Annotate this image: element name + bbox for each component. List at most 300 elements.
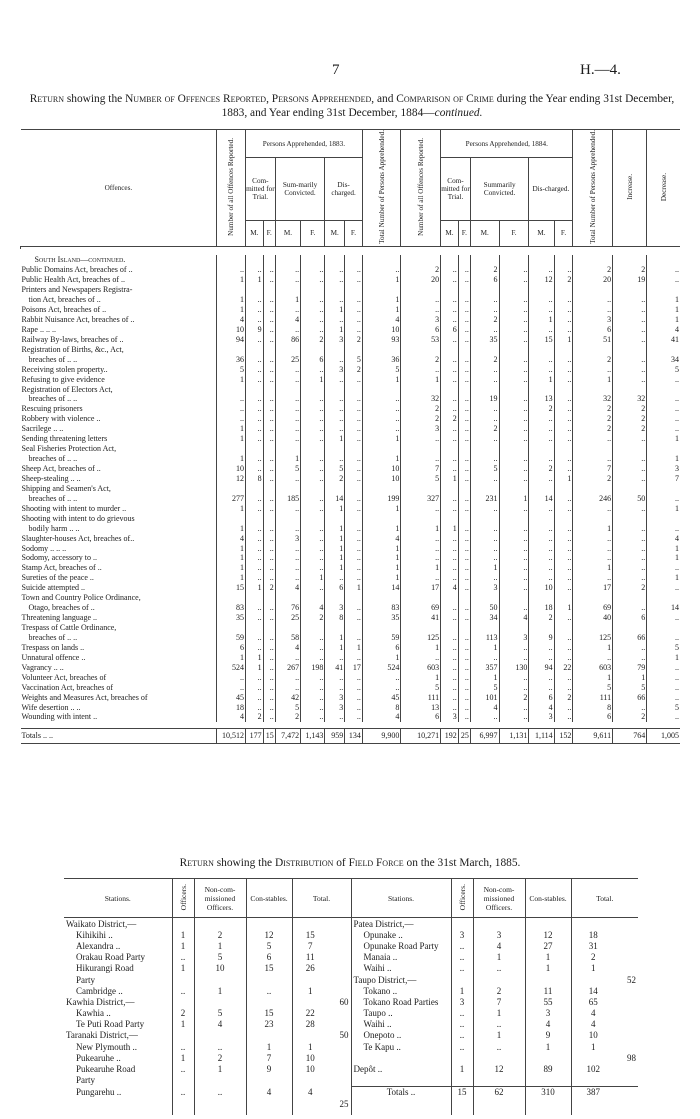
header-increase: Increase. (625, 174, 634, 200)
offence-row (21, 702, 681, 712)
offence-cell: .. (345, 275, 363, 285)
station-value: 1 (571, 1041, 615, 1052)
station-value: .. (451, 940, 473, 951)
offence-cell (647, 444, 680, 454)
offence-cell (245, 483, 263, 493)
offence-cell: 79 (613, 662, 647, 672)
offence-cell (301, 513, 325, 523)
offence-cell: .. (275, 434, 300, 444)
offence-cell: .. (647, 523, 680, 533)
offence-cell: 9 (245, 324, 263, 334)
offence-cell: .. (301, 275, 325, 285)
offence-cell: .. (573, 543, 613, 553)
offence-cell: .. (345, 563, 363, 573)
station-value: 4 (194, 1019, 246, 1030)
offence-cell: .. (245, 305, 263, 315)
offence-cell: .. (263, 672, 275, 682)
offence-cell: 4 (217, 315, 246, 325)
offence-cell: .. (275, 364, 300, 374)
offence-cell: 94 (217, 334, 246, 344)
offence-cell: .. (499, 275, 529, 285)
offence-cell: .. (245, 563, 263, 573)
offence-cell: .. (441, 603, 459, 613)
offence-cell: .. (362, 265, 401, 275)
offence-cell: .. (263, 573, 275, 583)
station-value (246, 974, 292, 985)
offence-cell: .. (301, 364, 325, 374)
station-value (194, 1030, 246, 1041)
offence-cell: .. (441, 295, 459, 305)
offence-cell: 7 (401, 464, 441, 474)
offence-cell: 5 (647, 702, 680, 712)
offence-cell: 1 (362, 454, 401, 464)
offence-cell: .. (529, 295, 554, 305)
header-constables-right: Con-stables. (525, 879, 571, 918)
offence-cell: .. (441, 543, 459, 553)
station-value: 7 (246, 1052, 292, 1063)
offence-row (21, 464, 681, 474)
station-value: 23 (246, 1019, 292, 1030)
offence-cell: .. (245, 633, 263, 643)
station-value (328, 952, 351, 963)
offence-cell: .. (401, 364, 441, 374)
offence-cell: 4 (362, 533, 401, 543)
offence-cell: 50 (470, 603, 499, 613)
station-value (615, 1086, 638, 1098)
offence-cell: 231 (470, 493, 499, 503)
offence-cell: 93 (362, 334, 401, 344)
offence-cell: 8 (362, 702, 401, 712)
title2-text-3: of (333, 857, 349, 869)
offence-cell: 1 (217, 563, 246, 573)
offence-row (21, 603, 681, 613)
station-value: 89 (525, 1063, 571, 1074)
station-value (292, 996, 328, 1007)
offence-cell: 4 (275, 583, 300, 593)
offence-cell: .. (345, 424, 363, 434)
offence-cell: .. (263, 563, 275, 573)
offence-cell: .. (613, 334, 647, 344)
station-row (64, 952, 638, 963)
offence-cell (301, 593, 325, 603)
offence-cell: 2 (573, 474, 613, 484)
offence-label: Rape .. .. .. (21, 324, 56, 334)
offence-label: breaches of .. .. (28, 454, 78, 464)
offence-cell: .. (301, 692, 325, 702)
header-summarily-1883: Sum-marily Convicted. (275, 158, 325, 221)
offence-cell: .. (441, 573, 459, 583)
offence-label: Sheep Act, breaches of .. (21, 464, 101, 474)
offence-cell: .. (499, 454, 529, 464)
title2-text-1: showing the (213, 857, 275, 869)
offence-cell: 1 (325, 503, 345, 513)
station-value: 4 (246, 1086, 292, 1098)
offence-cell: .. (245, 702, 263, 712)
offence-cell: .. (529, 573, 554, 583)
offence-cell: .. (554, 404, 573, 414)
station-value: 1 (525, 963, 571, 974)
offence-cell: 1 (362, 573, 401, 583)
offence-cell: .. (441, 613, 459, 623)
offence-cell: 1 (217, 454, 246, 464)
offence-cell: .. (301, 295, 325, 305)
station-value: 11 (292, 952, 328, 963)
offence-row (21, 493, 681, 503)
station-value: 1 (172, 929, 194, 940)
offence-row (21, 374, 681, 384)
offence-cell (245, 593, 263, 603)
offence-cell: 6 (301, 354, 325, 364)
offence-cell (441, 623, 459, 633)
offence-cell (401, 513, 441, 523)
offence-cell: .. (245, 503, 263, 513)
offence-cell: 45 (362, 692, 401, 702)
station-value (615, 963, 638, 974)
station-value: 102 (571, 1063, 615, 1074)
offence-cell: 2 (613, 414, 647, 424)
offence-cell: 185 (275, 493, 300, 503)
offence-cell: 3 (573, 315, 613, 325)
offence-cell: .. (301, 712, 325, 722)
station-row (64, 1052, 638, 1063)
offence-label: tion Act, breaches of .. (28, 295, 101, 305)
offence-cell: 3 (325, 603, 345, 613)
station-value: .. (246, 985, 292, 996)
offence-cell: .. (470, 414, 499, 424)
offence-label: Unnatural offence .. (21, 652, 86, 662)
station-value: 1 (292, 985, 328, 996)
offence-cell: .. (554, 414, 573, 424)
offence-row (21, 543, 681, 553)
station-name: Te Puti Road Party (76, 1019, 145, 1030)
station-value (615, 1063, 638, 1074)
offence-label: Shooting with intent to do grievous (21, 513, 135, 523)
offence-cell (362, 623, 401, 633)
offence-cell (529, 344, 554, 354)
offence-cell: .. (647, 633, 680, 643)
offence-cell: .. (301, 702, 325, 712)
offence-cell: 10 (362, 474, 401, 484)
station-row (64, 1008, 638, 1019)
station-value: .. (172, 985, 194, 996)
station-value: 1 (194, 1063, 246, 1074)
title-text-2: Number of Offences Reported, Persons Apprehended, (125, 93, 375, 105)
offence-cell: .. (263, 424, 275, 434)
offence-cell (401, 344, 441, 354)
offence-cell: .. (554, 315, 573, 325)
station-value: 5 (194, 1008, 246, 1019)
offence-cell: .. (401, 503, 441, 513)
offence-cell: .. (573, 305, 613, 315)
offence-cell: .. (470, 364, 499, 374)
offence-label: Wounding with intent .. (21, 712, 98, 722)
offence-cell: .. (401, 553, 441, 563)
station-value: 14 (571, 985, 615, 996)
offence-row (21, 623, 681, 633)
station-row (64, 1041, 638, 1052)
offence-cell: 69 (401, 603, 441, 613)
offence-row (21, 424, 681, 434)
field-force-title (20, 857, 680, 869)
offence-cell: .. (217, 404, 246, 414)
offence-cell (441, 483, 459, 493)
offence-cell (458, 384, 470, 394)
offence-cell (362, 384, 401, 394)
offence-cell: .. (263, 503, 275, 513)
offence-cell: .. (401, 295, 441, 305)
offence-cell (275, 623, 300, 633)
offence-cell: 199 (362, 493, 401, 503)
offence-cell: .. (301, 394, 325, 404)
offence-cell: .. (647, 672, 680, 682)
title-continued: continued. (434, 107, 483, 119)
offence-cell: 1 (217, 553, 246, 563)
offence-cell: 1 (217, 652, 246, 662)
offence-cell: .. (245, 603, 263, 613)
offence-cell (613, 285, 647, 295)
offence-cell: 1 (362, 275, 401, 285)
offence-cell: .. (263, 295, 275, 305)
offence-cell: .. (554, 434, 573, 444)
offence-cell (458, 444, 470, 454)
offence-cell (325, 444, 345, 454)
offence-cell (470, 513, 499, 523)
offence-cell: 1 (245, 652, 263, 662)
offence-cell: .. (245, 364, 263, 374)
offence-cell: 6 (401, 712, 441, 722)
offence-cell: .. (345, 553, 363, 563)
offence-cell: .. (441, 642, 459, 652)
offence-cell (554, 483, 573, 493)
station-value (328, 985, 351, 996)
station-row (64, 963, 638, 974)
station-value: 2 (172, 1008, 194, 1019)
offence-cell: .. (613, 563, 647, 573)
offence-cell (263, 444, 275, 454)
offence-cell (345, 285, 363, 295)
station-name: Manaia .. (351, 952, 451, 963)
offence-cell: 17 (573, 583, 613, 593)
station-name: Taupo District,— (351, 974, 451, 985)
station-name: Totals .. (351, 1086, 451, 1098)
station-name (64, 1098, 172, 1109)
offence-row (21, 523, 681, 533)
offence-cell: .. (325, 374, 345, 384)
offence-cell: 2 (529, 404, 554, 414)
offence-cell: 69 (573, 603, 613, 613)
station-value (571, 1098, 615, 1109)
station-value: 50 (339, 1030, 349, 1041)
station-value: 1 (451, 1063, 473, 1074)
offence-cell: 1 (573, 523, 613, 533)
offence-cell (441, 344, 459, 354)
station-name: Hikurangi Road (76, 963, 134, 974)
offence-cell: 6 (441, 324, 459, 334)
offence-cell: .. (554, 454, 573, 464)
offence-cell: 12 (217, 474, 246, 484)
offence-cell: .. (301, 682, 325, 692)
offence-cell: .. (613, 315, 647, 325)
offence-cell: 1 (325, 533, 345, 543)
station-value (571, 1075, 615, 1087)
offence-cell: .. (458, 573, 470, 583)
station-value: 4 (473, 940, 525, 951)
station-name: Opunake .. (351, 929, 451, 940)
offence-cell: 4 (499, 613, 529, 623)
station-name: Patea District,— (351, 918, 451, 930)
offence-cell: 7 (573, 464, 613, 474)
title-text-5: during the Year ending 31st December, 1883, and Year ending 31st December, 1884— (221, 93, 675, 119)
offence-cell: .. (458, 633, 470, 643)
header-committed-1884: Com-mitted for Trial. (441, 158, 471, 221)
station-name: New Plymouth .. (76, 1041, 138, 1052)
offence-cell: .. (554, 553, 573, 563)
station-value (615, 1075, 638, 1087)
offence-cell: .. (345, 652, 363, 662)
station-row (64, 929, 638, 940)
header-f: F. (301, 221, 325, 247)
station-name: Cambridge .. (76, 985, 123, 996)
offence-label: Registration of Electors Act, (21, 384, 113, 394)
offence-row (21, 503, 681, 513)
offence-cell: .. (529, 672, 554, 682)
offence-cell: .. (345, 374, 363, 384)
offence-cell: .. (345, 633, 363, 643)
offence-cell: .. (325, 394, 345, 404)
offence-label: breaches of .. .. (28, 394, 78, 404)
offence-cell: 10,512 (217, 728, 246, 743)
offence-cell: 1 (325, 633, 345, 643)
offence-cell: .. (529, 503, 554, 513)
offences-table-body (21, 246, 681, 743)
offence-cell: .. (362, 424, 401, 434)
offence-cell: 1 (245, 662, 263, 672)
offence-cell: .. (245, 573, 263, 583)
offence-cell: .. (325, 275, 345, 285)
offence-cell: 1 (217, 305, 246, 315)
station-value: 12 (525, 929, 571, 940)
offence-cell: .. (499, 603, 529, 613)
offence-cell: 2 (573, 404, 613, 414)
offence-cell: 3 (325, 334, 345, 344)
offence-cell: .. (301, 633, 325, 643)
offence-cell: .. (345, 613, 363, 623)
offence-cell: .. (301, 324, 325, 334)
offence-cell: .. (647, 583, 680, 593)
offence-cell: 17 (345, 662, 363, 672)
offence-cell: .. (554, 324, 573, 334)
offence-cell: 45 (217, 692, 246, 702)
offence-cell (613, 593, 647, 603)
offence-cell: .. (554, 265, 573, 275)
station-value (246, 996, 292, 1007)
offence-row (21, 285, 681, 295)
offence-cell (647, 285, 680, 295)
offences-table (20, 129, 680, 744)
offence-cell (245, 444, 263, 454)
station-value (473, 918, 525, 930)
offence-cell (441, 384, 459, 394)
offence-row (21, 295, 681, 305)
offence-cell (362, 344, 401, 354)
offence-cell: 1 (441, 474, 459, 484)
offence-cell: .. (345, 672, 363, 682)
offence-cell: .. (345, 454, 363, 464)
offence-cell: .. (441, 454, 459, 464)
offence-cell: 1 (362, 563, 401, 573)
offence-cell: .. (499, 295, 529, 305)
offence-cell: .. (345, 702, 363, 712)
offence-cell: 35 (470, 334, 499, 344)
station-value: 15 (246, 1008, 292, 1019)
station-value (615, 1098, 638, 1109)
offence-cell (613, 384, 647, 394)
offence-cell: 2 (529, 613, 554, 623)
offence-cell: .. (458, 603, 470, 613)
offence-cell: .. (263, 305, 275, 315)
offence-cell: 3 (529, 712, 554, 722)
offence-cell: .. (647, 265, 680, 275)
totals-row (21, 728, 681, 743)
offence-cell: 5 (470, 464, 499, 474)
offence-cell: .. (499, 305, 529, 315)
offence-cell (554, 344, 573, 354)
offence-cell: .. (458, 434, 470, 444)
header-discharged-1883: Dis-charged. (325, 158, 362, 221)
offence-label: Railway By-laws, breaches of .. (21, 334, 124, 344)
offence-cell: 9 (529, 633, 554, 643)
offence-cell: .. (275, 543, 300, 553)
offence-cell (245, 623, 263, 633)
offence-cell (470, 623, 499, 633)
station-value: 9 (246, 1063, 292, 1074)
offence-cell: .. (245, 642, 263, 652)
station-value: .. (172, 1063, 194, 1074)
offence-cell: .. (301, 414, 325, 424)
station-value: .. (451, 963, 473, 974)
offence-cell: .. (554, 672, 573, 682)
station-name: Pukearuhe .. (76, 1052, 121, 1063)
offence-cell: .. (275, 474, 300, 484)
station-value (328, 1086, 351, 1098)
station-name: Taranaki District,— (66, 1030, 138, 1041)
offence-cell: .. (401, 305, 441, 315)
offence-cell: 327 (401, 493, 441, 503)
offence-cell: 4 (275, 315, 300, 325)
offence-cell (263, 344, 275, 354)
offence-cell: .. (499, 543, 529, 553)
offence-cell: .. (573, 364, 613, 374)
station-value (615, 996, 638, 1007)
offence-cell: .. (458, 404, 470, 414)
offence-cell (345, 513, 363, 523)
offence-cell (245, 285, 263, 295)
offence-cell: .. (613, 464, 647, 474)
offence-cell: .. (499, 523, 529, 533)
offence-row (21, 583, 681, 593)
offence-cell: .. (554, 295, 573, 305)
offence-cell: 4 (647, 324, 680, 334)
offence-cell: .. (325, 354, 345, 364)
title-text-1: showing the (63, 93, 126, 105)
offences-return-title (22, 92, 682, 120)
offence-cell: .. (245, 533, 263, 543)
offence-cell: 41 (647, 334, 680, 344)
offence-cell (275, 513, 300, 523)
station-name: Orakau Road Party (76, 952, 145, 963)
offence-cell: .. (458, 712, 470, 722)
header-m: M. (275, 221, 300, 247)
